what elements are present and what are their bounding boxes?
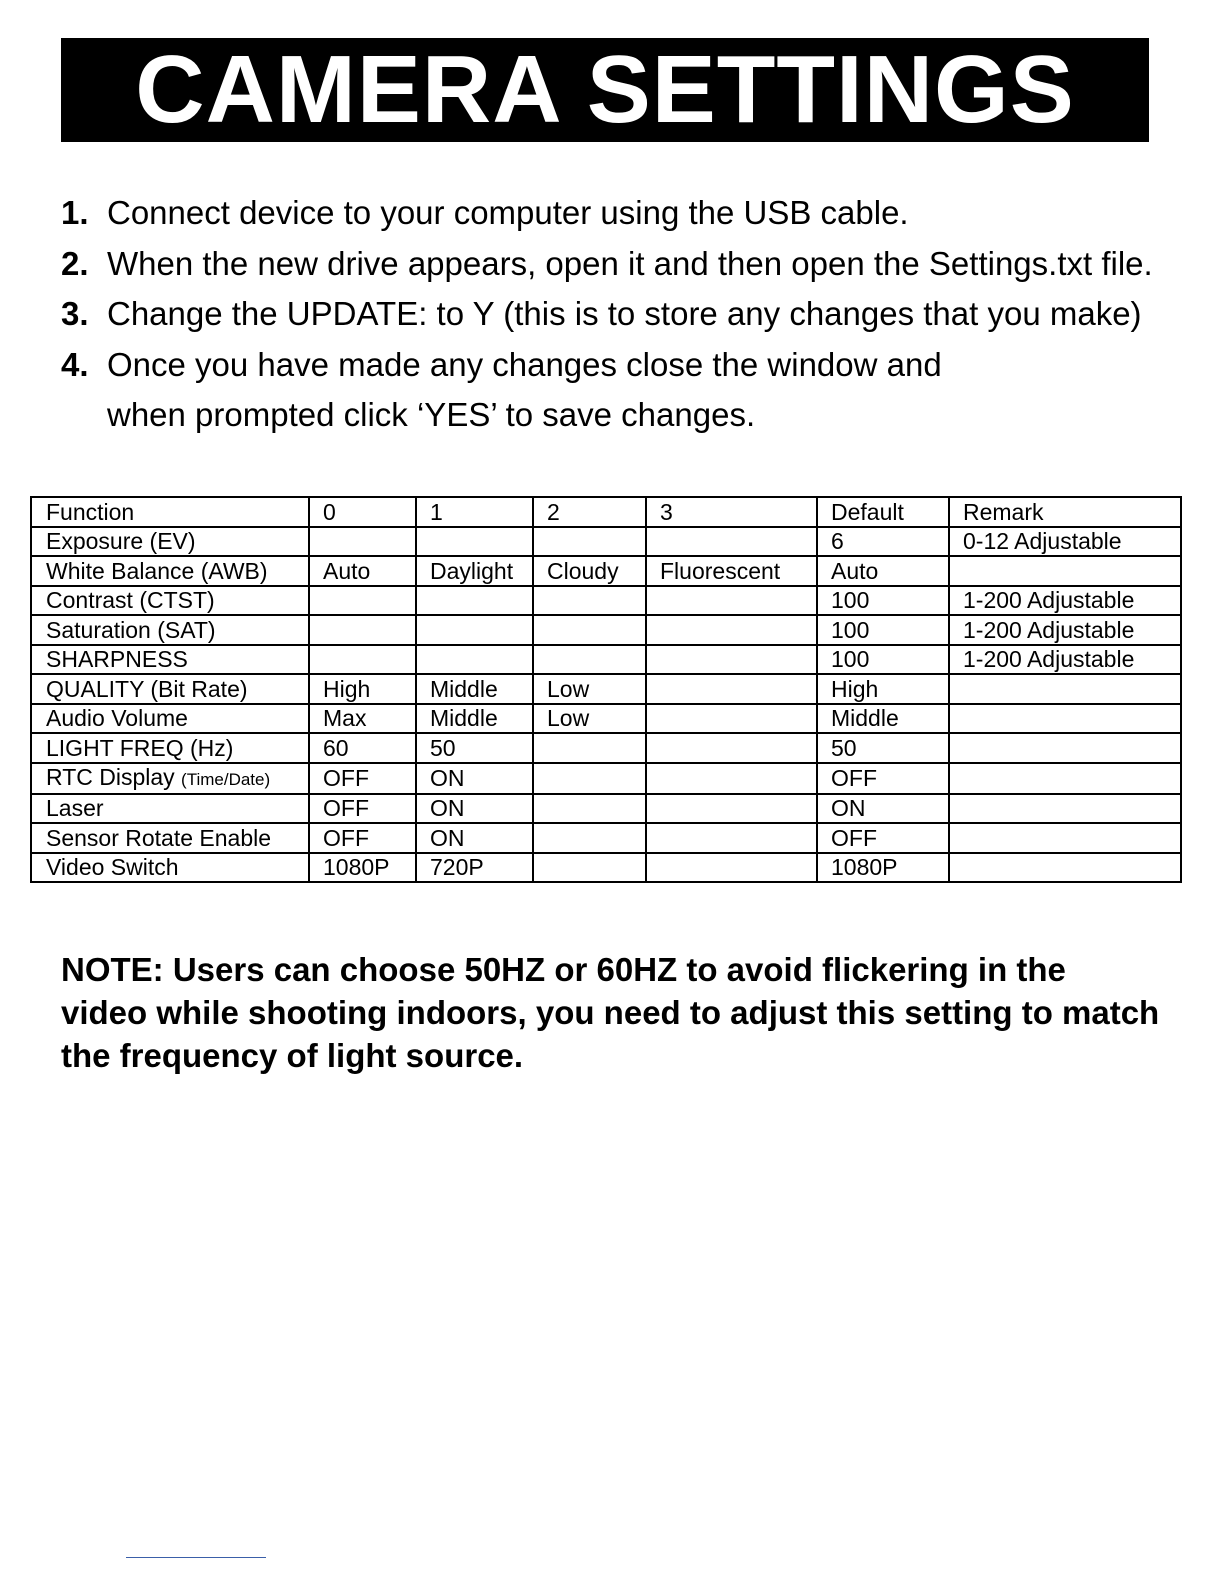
function-cell [31,645,309,675]
option-1-cell: 720P [416,853,533,883]
option-1-cell [416,586,533,616]
function-label: RTC Display [46,763,175,790]
function-label: Saturation (SAT) [46,616,216,643]
table-row [31,674,1181,704]
function-label: Laser [46,795,104,822]
option-2-cell [533,586,646,616]
step-number: 3. [61,295,89,332]
option-3-cell [646,733,817,763]
table-row [31,733,1181,763]
default-cell: 100 [817,615,949,645]
step-number: 2. [61,244,89,282]
header-remark: Remark [949,497,1181,527]
option-0-cell [309,586,416,616]
instruction-list [61,188,1201,441]
default-cell: 100 [817,645,949,675]
function-label: Video Switch [46,854,179,881]
option-1-cell [416,645,533,675]
default-cell: OFF [817,763,949,794]
option-0-cell [309,527,416,557]
remark-cell [949,794,1181,824]
option-2-cell: Low [533,704,646,734]
remark-cell: 1-200 Adjustable [949,645,1181,675]
function-sublabel: (Time/Date) [181,769,271,789]
option-2-cell [533,794,646,824]
header-option-0: 0 [309,497,416,527]
default-cell: Middle [817,704,949,734]
option-1-cell: ON [416,823,533,853]
default-cell: Auto [817,556,949,586]
header-option-1: 1 [416,497,533,527]
header-option-2: 2 [533,497,646,527]
function-label: Contrast (CTST) [46,587,215,614]
footer-divider [126,1557,266,1558]
table-row [31,794,1181,824]
table-row [31,823,1181,853]
function-label: Audio Volume [46,705,188,732]
option-1-cell: Middle [416,674,533,704]
option-3-cell [646,527,817,557]
option-3-cell [646,704,817,734]
table-row [31,527,1181,557]
function-cell [31,853,309,883]
option-2-cell: Cloudy [533,556,646,586]
option-3-cell [646,674,817,704]
page-title: CAMERA SETTINGS [135,36,1075,143]
remark-cell [949,674,1181,704]
remark-cell: 1-200 Adjustable [949,586,1181,616]
table-row [31,615,1181,645]
step-text: Once you have made any changes close the window and [107,345,942,383]
function-cell [31,794,309,824]
function-cell [31,704,309,734]
option-0-cell: Auto [309,556,416,586]
option-2-cell [533,645,646,675]
option-0-cell: 60 [309,733,416,763]
remark-cell [949,853,1181,883]
default-cell: 50 [817,733,949,763]
function-label: LIGHT FREQ (Hz) [46,734,234,761]
option-2-cell [533,615,646,645]
function-cell [31,733,309,763]
option-3-cell: Fluorescent [646,556,817,586]
step-text: Change the UPDATE: to Y (this is to store any changes that you make) [107,295,1142,332]
option-2-cell [533,823,646,853]
function-cell [31,586,309,616]
instruction-step [61,340,1201,391]
option-3-cell [646,586,817,616]
function-cell [31,823,309,853]
instruction-step-continuation: when prompted click ‘YES’ to save changes. [107,396,756,433]
function-label: Sensor Rotate Enable [46,824,272,851]
table-row [31,586,1181,616]
option-0-cell: High [309,674,416,704]
function-label: QUALITY (Bit Rate) [46,675,248,702]
option-3-cell [646,853,817,883]
step-text: Connect device to your computer using the USB cable. [107,194,909,231]
remark-cell [949,823,1181,853]
option-2-cell [533,527,646,557]
option-2-cell [533,733,646,763]
step-text: When the new drive appears, open it and then open the Settings.txt file. [107,244,1153,282]
title-banner [61,38,1149,142]
option-1-cell: 50 [416,733,533,763]
option-1-cell [416,615,533,645]
option-3-cell [646,615,817,645]
option-0-cell: 1080P [309,853,416,883]
option-1-cell: Daylight [416,556,533,586]
option-2-cell: Low [533,674,646,704]
table-row [31,853,1181,883]
table-row [31,645,1181,675]
function-cell [31,674,309,704]
option-3-cell [646,763,817,794]
option-1-cell: Middle [416,704,533,734]
option-1-cell [416,527,533,557]
remark-cell [949,733,1181,763]
header-option-3: 3 [646,497,817,527]
option-0-cell: OFF [309,763,416,794]
table-row [31,704,1181,734]
remark-cell [949,556,1181,586]
note-text: NOTE: Users can choose 50HZ or 60HZ to avoid flickering in the video while shooting indoors, you need to adjust this setting to match the frequency of light source. [61,951,1160,1074]
instruction-step [61,289,1201,340]
option-0-cell [309,645,416,675]
default-cell: OFF [817,823,949,853]
settings-table [30,496,1182,883]
function-cell [31,527,309,557]
option-1-cell: ON [416,794,533,824]
step-number: 4. [61,345,89,383]
option-2-cell [533,853,646,883]
table-row [31,763,1181,794]
function-cell [31,556,309,586]
function-label: Exposure (EV) [46,528,196,555]
default-cell: 6 [817,527,949,557]
header-function: Function [31,497,309,527]
option-3-cell [646,794,817,824]
option-3-cell [646,823,817,853]
remark-cell: 1-200 Adjustable [949,615,1181,645]
remark-cell [949,704,1181,734]
option-0-cell [309,615,416,645]
default-cell: High [817,674,949,704]
option-2-cell [533,763,646,794]
remark-cell [949,763,1181,794]
option-0-cell: OFF [309,794,416,824]
function-cell [31,615,309,645]
instruction-step [61,188,1201,239]
header-default: Default [817,497,949,527]
default-cell: ON [817,794,949,824]
instruction-step [61,239,1201,290]
option-0-cell: OFF [309,823,416,853]
default-cell: 1080P [817,853,949,883]
function-label: SHARPNESS [46,646,188,673]
function-cell [31,763,309,794]
table-row [31,556,1181,586]
option-1-cell: ON [416,763,533,794]
option-0-cell: Max [309,704,416,734]
step-number: 1. [61,194,89,231]
function-label: White Balance (AWB) [46,557,268,584]
default-cell: 100 [817,586,949,616]
option-3-cell [646,645,817,675]
remark-cell: 0-12 Adjustable [949,527,1181,557]
table-header-row [31,497,1181,527]
